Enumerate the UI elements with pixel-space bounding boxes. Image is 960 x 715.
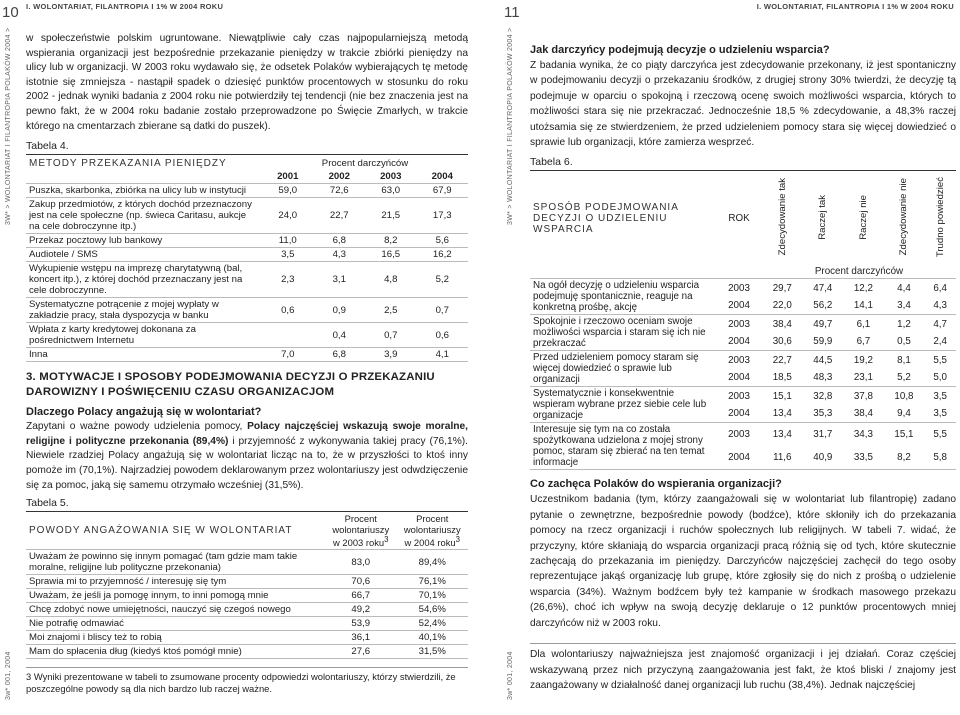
cell-value: 4,7 — [933, 318, 947, 330]
cell-value: 11,6 — [773, 452, 792, 464]
left-column — [26, 32, 468, 695]
year-cell: 2004 — [728, 452, 750, 464]
cell-value: 47,4 — [813, 282, 833, 294]
cell-value: 4,3 — [933, 300, 947, 312]
cell-value: 13,4 — [772, 429, 792, 441]
cell-value: 16,5 — [381, 249, 401, 261]
cell-value: 6,7 — [856, 336, 871, 348]
table-row — [530, 387, 956, 405]
column-header: Raczej tak — [817, 194, 829, 240]
cell-value: 8,2 — [897, 452, 911, 464]
table-row — [26, 575, 468, 589]
table-label: Tabela 4. — [26, 140, 69, 153]
cell-value: 18,5 — [772, 372, 792, 384]
cell-value: 30,6 — [772, 336, 792, 348]
cell-value: 7,0 — [281, 349, 295, 361]
cell-value: 6,4 — [933, 282, 947, 294]
cell-value: 0,9 — [332, 304, 346, 316]
cell-value: 48,3 — [813, 372, 833, 384]
year-header: 2002 — [328, 171, 350, 183]
table-label: Tabela 5. — [26, 497, 69, 510]
footnote-mark: 3 — [455, 535, 460, 545]
cell-value: 15,1 — [772, 390, 792, 402]
cell-value: 54,6% — [418, 604, 446, 616]
column-header: Zdecydowanie tak — [776, 178, 788, 256]
cell-value: 0,5 — [897, 336, 911, 348]
paragraph: Z badania wynika, że co piąty darczyńca jest zdecydowanie przekonany, iż jest spontaniczny w podejmowaniu decyzji o przekazaniu środków, z drugiej strony 30% twierdzi, że decyzję tą podejmuje w oparciu o spokojną i rzeczową ocenę swoich możliwości wsparcia, których to możliwości stara się nie przekraczać. Jednocześnie 18,5 % zdecydowanie, a 48,3% raczej utożsamia się ze stwierdzeniem, że przed udzieleniem pomocy stara się więcej dowiedzieć o sprawie lub organizacji, które zamierza wesprzeć. — [530, 60, 956, 149]
year-header: 2003 — [380, 171, 402, 183]
cell-value: 10,8 — [894, 390, 914, 402]
cell-value: 72,6 — [329, 185, 349, 197]
year-cell: 2003 — [728, 354, 750, 366]
table-row — [26, 550, 468, 575]
cell-value: 44,5 — [813, 354, 833, 366]
table-row — [26, 589, 468, 603]
page-number: 11 — [504, 4, 520, 21]
question-heading: Dlaczego Polacy angażują się w wolontariat? — [26, 406, 262, 419]
cell-value — [262, 323, 314, 348]
row-label: Uważam, że jeśli ja pomogę innym, to inni pomogą mnie — [29, 590, 269, 602]
cell-value: 36,1 — [351, 632, 371, 644]
cell-value: 6,8 — [332, 235, 346, 247]
table-row — [26, 184, 468, 198]
year-cell: 2003 — [728, 318, 750, 330]
cell-value: 31,5% — [418, 646, 446, 658]
cell-value: 59,9 — [813, 336, 833, 348]
cell-value: 5,6 — [435, 235, 449, 247]
side-running-text: 3W* > WOLONTARIAT I FILANTROPIA POLAKÓW 2004 > — [507, 27, 514, 225]
cell-value: 0,6 — [435, 329, 449, 341]
cell-value: 2,4 — [933, 336, 947, 348]
year-cell: 2003 — [728, 429, 750, 441]
cell-value: 5,5 — [933, 429, 947, 441]
table-row — [26, 348, 468, 362]
column-header-text: Procent wolontariuszy w 2004 roku — [403, 513, 461, 549]
cell-value: 5,8 — [933, 452, 947, 464]
cell-value: 24,0 — [278, 210, 298, 222]
table-row — [26, 298, 468, 323]
cell-value: 63,0 — [381, 185, 401, 197]
row-label: Przed udzieleniem pomocy staram się więcej dowiedzieć o sprawie lub organizacji — [533, 352, 699, 386]
cell-value: 34,3 — [853, 429, 873, 441]
cell-value: 3,9 — [384, 349, 398, 361]
column-header: Zdecydowanie nie — [898, 178, 910, 256]
cell-value: 59,0 — [278, 185, 298, 197]
row-label: Interesuje się tym na co została spożytkowana udzielona z mojej strony pomoc, staram się zbierać na ten temat informacje — [533, 424, 705, 469]
table-row — [530, 423, 956, 447]
cell-value: 5,0 — [933, 372, 947, 384]
cell-value: 27,6 — [351, 646, 371, 658]
table-title: METODY PRZEKAZANIA PIENIĘDZY — [29, 158, 227, 170]
cell-value: 32,8 — [813, 390, 833, 402]
cell-value: 19,2 — [853, 354, 873, 366]
column-header-text: Procent wolontariuszy w 2003 roku — [332, 513, 390, 549]
row-label: Moi znajomi i bliscy też to robią — [29, 632, 162, 644]
cell-value: 5,2 — [897, 372, 911, 384]
paragraph: Uczestnikom badania (tym, którzy zaangażowali się w wolontariat lub filantropię) zadano pytanie o zewnętrzne, bezpośrednie powody (bodźce), które skłoniły ich do przekazania pomocy na rzecz organizacji i ruchów społecznych lub religijnych. W tabeli 7. widać, że przyczyny, które skłaniają do wsparcia organizacji pracą różnią się od tych, które skutecznie zachęcają do przekazania im pieniędzy. Darczyńców najczęściej zachęcił do tego osoby reprezentujące jakąś organizację lub grupę, które zgłosiły się do nich z prośbą o udzielenie wsparcia (34%). Ważnym bodźcem były też kampanie w środkach masowego przekazu (26,6%), choć ich wpływ na swoją decyzję deklaruje o 12 punktów procentowych mniej darczyńców niż w 2003 roku. — [530, 494, 956, 629]
row-label: Nie potrafię odmawiać — [29, 618, 124, 630]
table-6 — [530, 170, 956, 470]
paragraph — [26, 420, 468, 493]
table-row — [530, 315, 956, 333]
cell-value: 9,4 — [897, 408, 911, 420]
side-running-text: 3W* > WOLONTARIAT I FILANTROPIA POLAKÓW 2004 > — [5, 27, 12, 225]
cell-value: 1,2 — [897, 318, 911, 330]
row-label: Chcę zdobyć nowe umiejętności, nauczyć się czegoś nowego — [29, 604, 291, 616]
paragraph-text: W 2003 roku wydawało się, że odsetek Polaków wybierających tę metodę istotnie się zmniejsza - nastąpił spadek o dziesięć punktów procentowych w stosunku do roku 2002 - jednak wyniki badania z 2004 roku nie potwierdziły tej tendencji (nie bez znaczenia jest na pewno fakt, że w 2004 roku badanie zostało przeprowadzone po Święcie Zmarłych, w trakcie którego na cmentarzach zbierane są datki do puszek). — [26, 62, 468, 132]
column-header: Trudno powiedzieć — [934, 176, 946, 258]
cell-value: 6,1 — [856, 318, 871, 330]
cell-value: 2,5 — [384, 304, 398, 316]
rok-header: ROK — [728, 212, 750, 224]
cell-value: 49,2 — [351, 604, 371, 616]
table-row — [26, 198, 468, 234]
cell-value: 8,1 — [897, 354, 911, 366]
cell-value: 15,1 — [894, 429, 914, 441]
side-issue-text: 3w* 001, 2004 — [507, 651, 514, 700]
cell-value: 56,2 — [813, 300, 833, 312]
right-column — [530, 42, 956, 693]
cell-value: 49,7 — [813, 318, 833, 330]
table-row — [26, 645, 468, 659]
row-label: Systematycznie i konsekwentnie wspieram wybrane przez siebie cele lub organizacje — [533, 388, 707, 422]
row-label: Zakup przedmiotów, z których dochód przeznaczony jest na cele społeczne (np. świeca Caritasu, aukcje na cele dobroczynne itp.) — [29, 199, 252, 233]
row-label: Uważam że powinno się innym pomagać (tam gdzie mam takie moralne, religijne lub polityczne przekonania) — [29, 551, 298, 574]
footnote-mark: 3 — [384, 535, 389, 545]
emphasis-text: Polacy najczęściej wskazują swoje moralne, religijne i polityczne przekonania (89,4%) — [26, 421, 468, 447]
table-row — [26, 323, 468, 348]
cell-value: 13,4 — [772, 408, 792, 420]
row-label: Na ogół decyzję o udzieleniu wsparcia podejmuję spontanicznie, reaguje na konkretną prośbę, akcję — [533, 280, 700, 314]
table-title: POWODY ANGAŻOWANIA SIĘ W WOLONTARIAT — [29, 525, 293, 537]
cell-value: 53,9 — [351, 618, 371, 630]
cell-value: 17,3 — [432, 210, 452, 222]
row-label: Audiotele / SMS — [29, 249, 98, 261]
cell-value: 4,3 — [332, 249, 346, 261]
cell-value: 33,5 — [853, 452, 873, 464]
cell-value: 6,8 — [332, 349, 346, 361]
year-header: 2004 — [431, 171, 453, 183]
cell-value: 52,4% — [418, 618, 446, 630]
cell-value: 0,7 — [384, 329, 398, 341]
table-label: Tabela 6. — [530, 156, 573, 169]
cell-value: 3,4 — [897, 300, 911, 312]
year-cell: 2004 — [728, 408, 750, 420]
cell-value: 83,0 — [351, 556, 371, 568]
cell-value: 66,7 — [351, 590, 371, 602]
paragraph-text: Zapytani o ważne powody udzielenia pomocy, — [26, 421, 243, 433]
cell-value: 12,2 — [853, 282, 873, 294]
column-header: Raczej nie — [857, 194, 869, 240]
cell-value: 3,1 — [332, 274, 346, 286]
row-label: Spokojnie i rzeczowo oceniam swoje możliwości wsparcia i staram się ich nie przekraczać — [533, 316, 706, 350]
section-heading: 3. MOTYWACJE I SPOSOBY PODEJMOWANIA DECYZJI O PRZEKAZANIU DAROWIZNY I POŚWIĘCENIU CZASU ORGANIZACJOM — [26, 371, 435, 399]
cell-value: 3,5 — [933, 408, 947, 420]
row-label: Systematyczne potrącenie z mojej wypłaty w zakładzie pracy, stała dyspozycja w banku — [29, 299, 219, 322]
table-row — [530, 351, 956, 369]
cell-value: 5,5 — [933, 354, 947, 366]
cell-value: 4,4 — [897, 282, 911, 294]
right-sidebar — [502, 0, 524, 715]
cell-value: 0,4 — [332, 329, 346, 341]
year-cell: 2004 — [728, 300, 750, 312]
cell-value: 5,2 — [435, 274, 449, 286]
cell-value: 76,1% — [418, 576, 446, 588]
row-label: Wpłata z karty kredytowej dokonana za pośrednictwem Internetu — [29, 324, 196, 347]
table-row — [26, 248, 468, 262]
cell-value: 70,1% — [418, 590, 446, 602]
page-gutter — [472, 0, 496, 715]
cell-value: 38,4 — [772, 318, 792, 330]
side-issue-text: 3w* 001, 2004 — [5, 651, 12, 700]
cell-value: 70,6 — [351, 576, 371, 588]
table-row — [26, 631, 468, 645]
cell-value: 4,8 — [384, 274, 398, 286]
paragraph — [26, 32, 468, 134]
cell-value: 40,1% — [418, 632, 446, 644]
table-row — [26, 234, 468, 248]
cell-value: 14,1 — [853, 300, 873, 312]
cell-value: 11,0 — [278, 235, 297, 247]
cell-value: 22,7 — [772, 354, 792, 366]
cell-value: 89,4% — [418, 556, 446, 568]
cell-value: 8,2 — [384, 235, 398, 247]
cell-value: 31,7 — [813, 429, 833, 441]
table-row — [530, 279, 956, 297]
cell-value: 2,3 — [281, 274, 295, 286]
table-5 — [26, 511, 468, 659]
table-row — [26, 262, 468, 298]
cell-value: 37,8 — [853, 390, 873, 402]
table-row — [26, 617, 468, 631]
cell-value: 0,6 — [281, 304, 295, 316]
cell-value: 40,9 — [813, 452, 833, 464]
paragraph: Dla wolontariuszy najważniejsza jest znajomość organizacji i jej działań. Coraz częściej wskazywaną przez nich przyczyną zaangażowania jest fakt, że ktoś bliski / znajomy jest zaangażowany w działalność danej organizacji lub ruchu (38,4%). Jednak najczęściej — [530, 649, 956, 691]
paragraph-text: w społeczeństwie polskim ugruntowane. Niewątpliwie cały czas najpopularniejszą metodą wspierania organizacji jest bezpośrednie przekazanie pieniędzy w trakcie zbiórki pieniędzy na ulicy lub w organizacji. — [26, 33, 468, 74]
footnote: 3 Wyniki prezentowane w tabeli to zsumowane procenty odpowiedzi wolontariuszy, którzy stwierdzili, że poszczególne powody są dla nich bardzo lub raczej ważne. — [26, 667, 468, 695]
table-row — [26, 603, 468, 617]
cell-value: 22,7 — [329, 210, 349, 222]
row-label: Przekaz pocztowy lub bankowy — [29, 235, 163, 247]
page-number: 10 — [2, 4, 19, 21]
table-title: SPOSÓB PODEJMOWANIA DECYZJI O UDZIELENIU WSPARCIA — [533, 201, 679, 235]
cell-value: 0,7 — [435, 304, 449, 316]
row-label: Sprawia mi to przyjemność / interesuję się tym — [29, 576, 227, 588]
group-header: Procent darczyńców — [321, 158, 409, 170]
row-label: Puszka, skarbonka, zbiórka na ulicy lub w instytucji — [29, 185, 247, 197]
cell-value: 16,2 — [432, 249, 452, 261]
cell-value: 3,5 — [281, 249, 295, 261]
question-heading: Co zachęca Polaków do wspierania organizacji? — [530, 478, 782, 491]
question-heading: Jak darczyńcy podejmują decyzje o udzieleniu wsparcia? — [530, 44, 830, 56]
column-header — [325, 512, 397, 550]
cell-value: 35,3 — [813, 408, 833, 420]
left-sidebar — [0, 0, 22, 715]
year-header: 2001 — [277, 171, 299, 183]
cell-value: 21,5 — [381, 210, 401, 222]
cell-value: 4,1 — [435, 349, 449, 361]
row-label: Wykupienie wstępu na imprezę charytatywną (bal, koncert itp.), z której dochód przeznaczany jest na cele dobroczynne. — [29, 263, 243, 297]
left-page — [0, 0, 472, 715]
cell-value: 22,0 — [772, 300, 792, 312]
cell-value: 67,9 — [432, 185, 452, 197]
right-page — [496, 0, 960, 715]
year-cell: 2003 — [728, 390, 750, 402]
column-header — [397, 512, 469, 550]
row-label: Inna — [29, 349, 48, 361]
group-header: Procent darczyńców — [814, 266, 904, 278]
running-head: I. WOLONTARIAT, FILANTROPIA I 1% W 2004 ROKU — [756, 2, 954, 11]
year-cell: 2004 — [728, 336, 750, 348]
cell-value: 38,4 — [853, 408, 873, 420]
paragraph-text: i przyjemność z wykonywania takiej pracy (76,1%). Niewiele rzadziej Polacy angażują się w wolontariat licząc na to, że w przyszłości to ktoś inny pomoże im (70,1%). Najrzadziej powodem deklarowanym przez wolontariuszy jest odwdzięczenie się za pomoc, jaką się samemu otrzymało wcześniej (31,5%). — [26, 435, 468, 491]
cell-value: 3,5 — [933, 390, 947, 402]
table-4 — [26, 154, 468, 362]
year-cell: 2004 — [728, 372, 750, 384]
year-cell: 2003 — [728, 282, 750, 294]
cell-value: 23,1 — [853, 372, 873, 384]
running-head: I. WOLONTARIAT, FILANTROPIA I 1% W 2004 ROKU — [26, 2, 224, 11]
cell-value: 29,7 — [772, 282, 792, 294]
row-label: Mam do spłacenia dług (kiedyś ktoś pomógł mnie) — [29, 646, 242, 658]
